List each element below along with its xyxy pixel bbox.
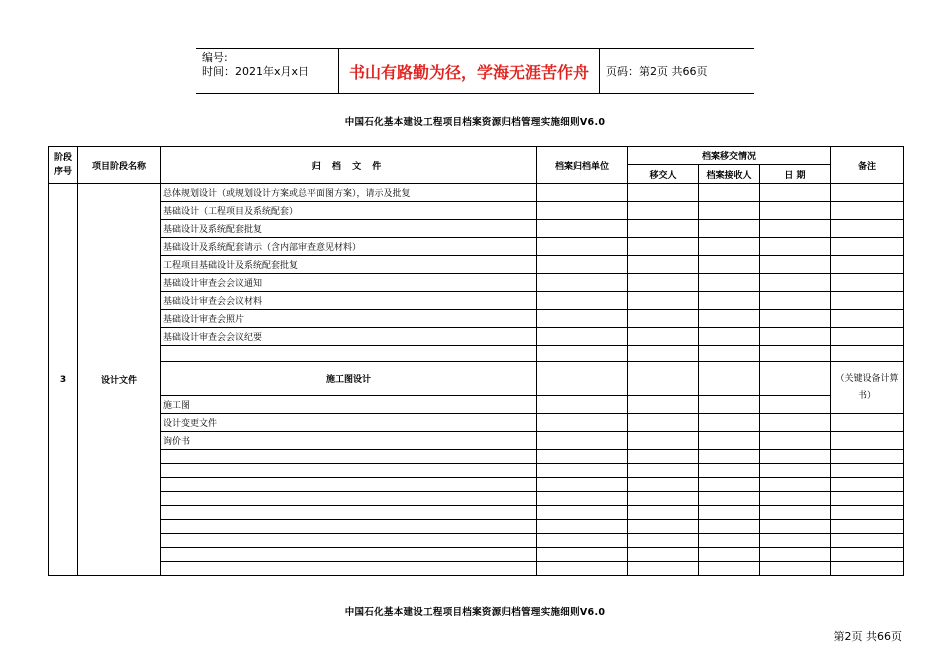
date-cell bbox=[760, 548, 831, 562]
remarks-cell bbox=[831, 562, 904, 576]
handover-cell bbox=[628, 450, 699, 464]
table-row bbox=[49, 396, 904, 414]
remarks-cell bbox=[831, 346, 904, 362]
filed-document-cell: 基础设计审查会会议材料 bbox=[161, 292, 537, 310]
filed-document-cell: 总体规划设计（或规划设计方案或总平面图方案），请示及批复 bbox=[161, 184, 537, 202]
remarks-cell bbox=[831, 292, 904, 310]
receiver-cell bbox=[699, 506, 760, 520]
remarks-cell bbox=[831, 220, 904, 238]
unit-cell bbox=[537, 520, 628, 534]
receiver-cell bbox=[699, 184, 760, 202]
table-row bbox=[49, 310, 904, 328]
receiver-cell bbox=[699, 432, 760, 450]
date-cell bbox=[760, 362, 831, 396]
handover-cell bbox=[628, 464, 699, 478]
table-row bbox=[49, 274, 904, 292]
table-row bbox=[49, 548, 904, 562]
filed-document-cell: 工程项目基础设计及系统配套批复 bbox=[161, 256, 537, 274]
header-stage-no: 阶段序号 bbox=[49, 147, 78, 184]
header-handover: 移交人 bbox=[628, 165, 699, 184]
date-cell bbox=[760, 464, 831, 478]
filed-document-cell: 询价书 bbox=[161, 432, 537, 450]
receiver-cell bbox=[699, 274, 760, 292]
handover-cell bbox=[628, 220, 699, 238]
date-cell bbox=[760, 184, 831, 202]
header-stage-name: 项目阶段名称 bbox=[78, 147, 161, 184]
handover-cell bbox=[628, 292, 699, 310]
date-cell bbox=[760, 310, 831, 328]
table-row bbox=[49, 256, 904, 274]
page-label: 页码：第2页 共66页 bbox=[606, 65, 708, 78]
handover-cell bbox=[628, 534, 699, 548]
unit-cell bbox=[537, 396, 628, 414]
header-info bbox=[196, 49, 338, 93]
handover-cell bbox=[628, 432, 699, 450]
table-row bbox=[49, 464, 904, 478]
date-cell bbox=[760, 492, 831, 506]
filed-document-cell bbox=[161, 478, 537, 492]
unit-cell bbox=[537, 414, 628, 432]
unit-cell bbox=[537, 238, 628, 256]
table-row bbox=[49, 238, 904, 256]
handover-cell bbox=[628, 238, 699, 256]
receiver-cell bbox=[699, 520, 760, 534]
table-row bbox=[49, 202, 904, 220]
unit-cell bbox=[537, 310, 628, 328]
header-receiver: 档案接收人 bbox=[699, 165, 760, 184]
unit-cell bbox=[537, 256, 628, 274]
filed-document-cell: 基础设计审查会会议通知 bbox=[161, 274, 537, 292]
handover-cell bbox=[628, 274, 699, 292]
receiver-cell bbox=[699, 534, 760, 548]
receiver-cell bbox=[699, 362, 760, 396]
table-row bbox=[49, 478, 904, 492]
remarks-cell bbox=[831, 450, 904, 464]
date-cell bbox=[760, 292, 831, 310]
filed-document-cell bbox=[161, 548, 537, 562]
remarks-cell bbox=[831, 274, 904, 292]
handover-cell bbox=[628, 548, 699, 562]
date-cell bbox=[760, 534, 831, 548]
time-label: 时间：2021年x月x日 bbox=[202, 65, 310, 78]
unit-cell bbox=[537, 328, 628, 346]
remarks-cell bbox=[831, 256, 904, 274]
receiver-cell bbox=[699, 346, 760, 362]
handover-cell bbox=[628, 328, 699, 346]
table-row bbox=[49, 292, 904, 310]
handover-cell bbox=[628, 396, 699, 414]
table-row bbox=[49, 328, 904, 346]
handover-cell bbox=[628, 492, 699, 506]
footer-title: 中国石化基本建设工程项目档案资源归档管理实施细则V6.0 bbox=[344, 607, 606, 618]
handover-cell bbox=[628, 414, 699, 432]
filed-document-cell: 基础设计（工程项目及系统配套） bbox=[161, 202, 537, 220]
stage-no-cell: 3 bbox=[49, 184, 78, 576]
slogan: 书山有路勤为径，学海无涯苦作舟 bbox=[338, 49, 600, 93]
receiver-cell bbox=[699, 492, 760, 506]
filed-document-cell: 基础设计审查会照片 bbox=[161, 310, 537, 328]
date-cell bbox=[760, 432, 831, 450]
date-cell bbox=[760, 450, 831, 464]
filed-document-cell: 基础设计审查会会议纪要 bbox=[161, 328, 537, 346]
filed-document-cell bbox=[161, 520, 537, 534]
receiver-cell bbox=[699, 202, 760, 220]
unit-cell bbox=[537, 534, 628, 548]
unit-cell bbox=[537, 492, 628, 506]
handover-cell bbox=[628, 520, 699, 534]
handover-cell bbox=[628, 310, 699, 328]
header-remarks: 备注 bbox=[831, 147, 904, 184]
table-row bbox=[49, 362, 904, 396]
table-row bbox=[49, 450, 904, 464]
table-row bbox=[49, 506, 904, 520]
unit-cell bbox=[537, 362, 628, 396]
date-cell bbox=[760, 562, 831, 576]
header-date: 日 期 bbox=[760, 165, 831, 184]
receiver-cell bbox=[699, 562, 760, 576]
filed-document-cell: 基础设计及系统配套批复 bbox=[161, 220, 537, 238]
remarks-cell bbox=[831, 310, 904, 328]
table-row bbox=[49, 520, 904, 534]
receiver-cell bbox=[699, 256, 760, 274]
receiver-cell bbox=[699, 310, 760, 328]
remarks-cell bbox=[831, 464, 904, 478]
unit-cell bbox=[537, 346, 628, 362]
unit-cell bbox=[537, 562, 628, 576]
unit-cell bbox=[537, 184, 628, 202]
remarks-cell bbox=[831, 534, 904, 548]
handover-cell bbox=[628, 506, 699, 520]
table-row bbox=[49, 220, 904, 238]
date-cell bbox=[760, 238, 831, 256]
date-cell bbox=[760, 202, 831, 220]
receiver-cell bbox=[699, 220, 760, 238]
receiver-cell bbox=[699, 396, 760, 414]
filed-document-cell bbox=[161, 534, 537, 548]
date-cell bbox=[760, 396, 831, 414]
unit-cell bbox=[537, 292, 628, 310]
header-files: 归 档 文 件 bbox=[161, 147, 537, 184]
date-cell bbox=[760, 506, 831, 520]
date-cell bbox=[760, 414, 831, 432]
unit-cell bbox=[537, 220, 628, 238]
doc-title: 中国石化基本建设工程项目档案资源归档管理实施细则V6.0 bbox=[344, 117, 606, 128]
handover-cell bbox=[628, 256, 699, 274]
unit-cell bbox=[537, 464, 628, 478]
filed-document-cell: 基础设计及系统配套请示（含内部审查意见材料） bbox=[161, 238, 537, 256]
remarks-cell bbox=[831, 506, 904, 520]
handover-cell bbox=[628, 202, 699, 220]
remarks-cell bbox=[831, 238, 904, 256]
receiver-cell bbox=[699, 464, 760, 478]
table-row bbox=[49, 534, 904, 548]
date-cell bbox=[760, 256, 831, 274]
archive-table bbox=[48, 146, 904, 576]
table-row bbox=[49, 492, 904, 506]
remarks-cell bbox=[831, 184, 904, 202]
filed-document-cell: 施工图 bbox=[161, 396, 537, 414]
handover-cell bbox=[628, 362, 699, 396]
filed-document-cell bbox=[161, 450, 537, 464]
unit-cell bbox=[537, 548, 628, 562]
table-row bbox=[49, 562, 904, 576]
date-cell bbox=[760, 328, 831, 346]
receiver-cell bbox=[699, 450, 760, 464]
table-row bbox=[49, 432, 904, 450]
handover-cell bbox=[628, 184, 699, 202]
receiver-cell bbox=[699, 548, 760, 562]
date-cell bbox=[760, 478, 831, 492]
table-row bbox=[49, 414, 904, 432]
remarks-cell: （关键设备计算书） bbox=[831, 362, 904, 414]
filed-document-cell bbox=[161, 346, 537, 362]
date-cell bbox=[760, 520, 831, 534]
receiver-cell bbox=[699, 328, 760, 346]
unit-cell bbox=[537, 432, 628, 450]
date-cell bbox=[760, 346, 831, 362]
footer-page: 第2页 共66页 bbox=[833, 630, 902, 643]
handover-cell bbox=[628, 346, 699, 362]
receiver-cell bbox=[699, 238, 760, 256]
filed-document-cell bbox=[161, 492, 537, 506]
remarks-cell bbox=[831, 202, 904, 220]
receiver-cell bbox=[699, 414, 760, 432]
table-row bbox=[49, 184, 904, 202]
header-transfer: 档案移交情况 bbox=[628, 147, 831, 165]
unit-cell bbox=[537, 478, 628, 492]
remarks-cell bbox=[831, 478, 904, 492]
date-cell bbox=[760, 220, 831, 238]
unit-cell bbox=[537, 506, 628, 520]
remarks-cell bbox=[831, 548, 904, 562]
remarks-cell bbox=[831, 432, 904, 450]
filed-document-cell bbox=[161, 506, 537, 520]
unit-cell bbox=[537, 274, 628, 292]
remarks-cell bbox=[831, 520, 904, 534]
filed-document-cell bbox=[161, 562, 537, 576]
remarks-cell bbox=[831, 328, 904, 346]
section-heading: 施工图设计 bbox=[161, 362, 537, 396]
handover-cell bbox=[628, 562, 699, 576]
unit-cell bbox=[537, 450, 628, 464]
number-label: 编号: bbox=[202, 51, 228, 64]
remarks-cell bbox=[831, 414, 904, 432]
receiver-cell bbox=[699, 478, 760, 492]
handover-cell bbox=[628, 478, 699, 492]
unit-cell bbox=[537, 202, 628, 220]
date-cell bbox=[760, 274, 831, 292]
table-row bbox=[49, 346, 904, 362]
filed-document-cell bbox=[161, 464, 537, 478]
header-unit: 档案归档单位 bbox=[537, 147, 628, 184]
stage-name-cell: 设计文件 bbox=[78, 184, 161, 576]
remarks-cell bbox=[831, 492, 904, 506]
filed-document-cell: 设计变更文件 bbox=[161, 414, 537, 432]
page-header bbox=[196, 48, 754, 94]
receiver-cell bbox=[699, 292, 760, 310]
